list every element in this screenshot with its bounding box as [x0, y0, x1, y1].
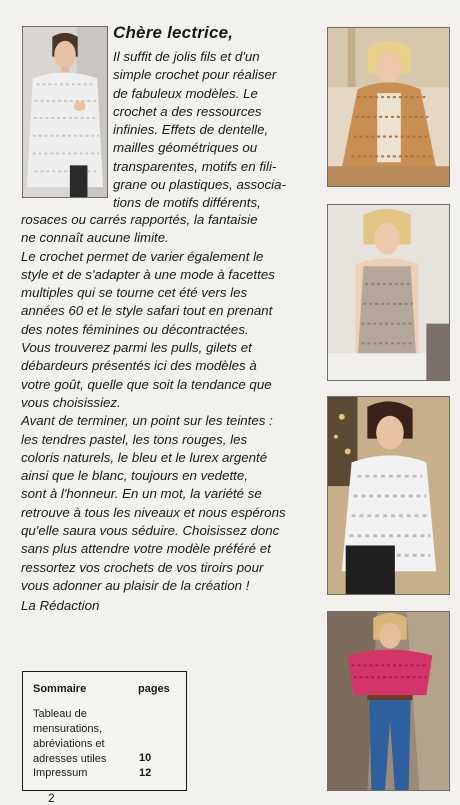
text-line: qu'elle saura vous séduire. Choisissez donc [21, 523, 280, 539]
text-line: retrouve à tous les niveaux et nous espérons [21, 504, 286, 520]
text-line: ne connaît aucune limite. [21, 230, 169, 246]
text-line: vous choisissiez. [21, 394, 121, 410]
text-line: de fabuleux modèles. Le [113, 85, 258, 101]
letter-title: Chère lectrice, [113, 23, 234, 42]
table-of-contents [22, 671, 187, 791]
text-line: Il suffit de jolis fils et d'un [113, 49, 260, 64]
text-line: Avant de terminer, un point sur les teintes : [21, 413, 273, 429]
text-line: simple crochet pour réaliser [113, 67, 277, 83]
photo-blonde-woman-crochet-vest [327, 204, 450, 381]
text-line: ainsi que le blanc, toujours en vedette, [21, 468, 248, 484]
text-line: les tendres pastel, les tons rouges, les [21, 431, 248, 447]
signature: La Rédaction [21, 598, 100, 613]
page-number: 2 [48, 791, 55, 805]
text-line: multiples qui se tourne cet été vers les [21, 285, 248, 301]
text-line: ressortez vos crochets de vos tiroirs pour [21, 559, 264, 575]
text-line: infinies. Effets de dentelle, [113, 122, 269, 138]
toc-title: Sommaire [33, 683, 87, 695]
toc-entry-label: Impressum [33, 767, 88, 779]
text-line: débardeurs présentés ici des modèles à [21, 358, 257, 374]
text-line: des notes féminines ou décontractées. [21, 321, 249, 337]
text-line: votre goût, quelle que soit la tendance que [21, 376, 272, 392]
photo-woman-pink-crochet-top-jeans [327, 611, 450, 791]
text-line: Vous trouverez parmi les pulls, gilets et [21, 340, 252, 356]
letter-body [21, 211, 321, 595]
letter-intro [113, 48, 319, 213]
toc-entry-label: Tableau de mensurations, abréviations et adresses utiles [33, 708, 107, 765]
text-line: rosaces ou carrés rapportés, la fantaisie [21, 212, 258, 227]
toc-entry-page: 12 [139, 767, 152, 779]
text-line: vous adonner au plaisir de la création ! [21, 577, 250, 593]
text-line: sans plus attendre votre modèle préféré et [21, 541, 271, 557]
text-line: grane ou plastiques, associa- [113, 177, 286, 193]
text-line: style et de s'adapter à une mode à facettes [21, 266, 275, 282]
photo-dark-hair-woman-white-crochet-cardigan [327, 396, 450, 595]
text-line: mailles géométriques ou [113, 140, 258, 156]
toc-pages-header: pages [138, 683, 170, 695]
text-line: transparentes, motifs en fili- [113, 158, 277, 174]
text-line: Le crochet permet de varier également le [21, 248, 264, 264]
text-line: tions de motifs différents, [113, 195, 261, 211]
photo-woman-white-crochet-shawl [22, 26, 108, 198]
text-line: années 60 et le style safari tout en prenant [21, 303, 273, 319]
text-line: crochet a des ressources [113, 103, 262, 119]
text-line: sont à l'honneur. En un mot, la variété se [21, 486, 262, 502]
toc-entry-page: 10 [139, 752, 152, 764]
photo-blonde-woman-crochet-cardigan [327, 27, 450, 187]
text-line: coloris naturels, le bleu et le lurex argenté [21, 449, 268, 465]
